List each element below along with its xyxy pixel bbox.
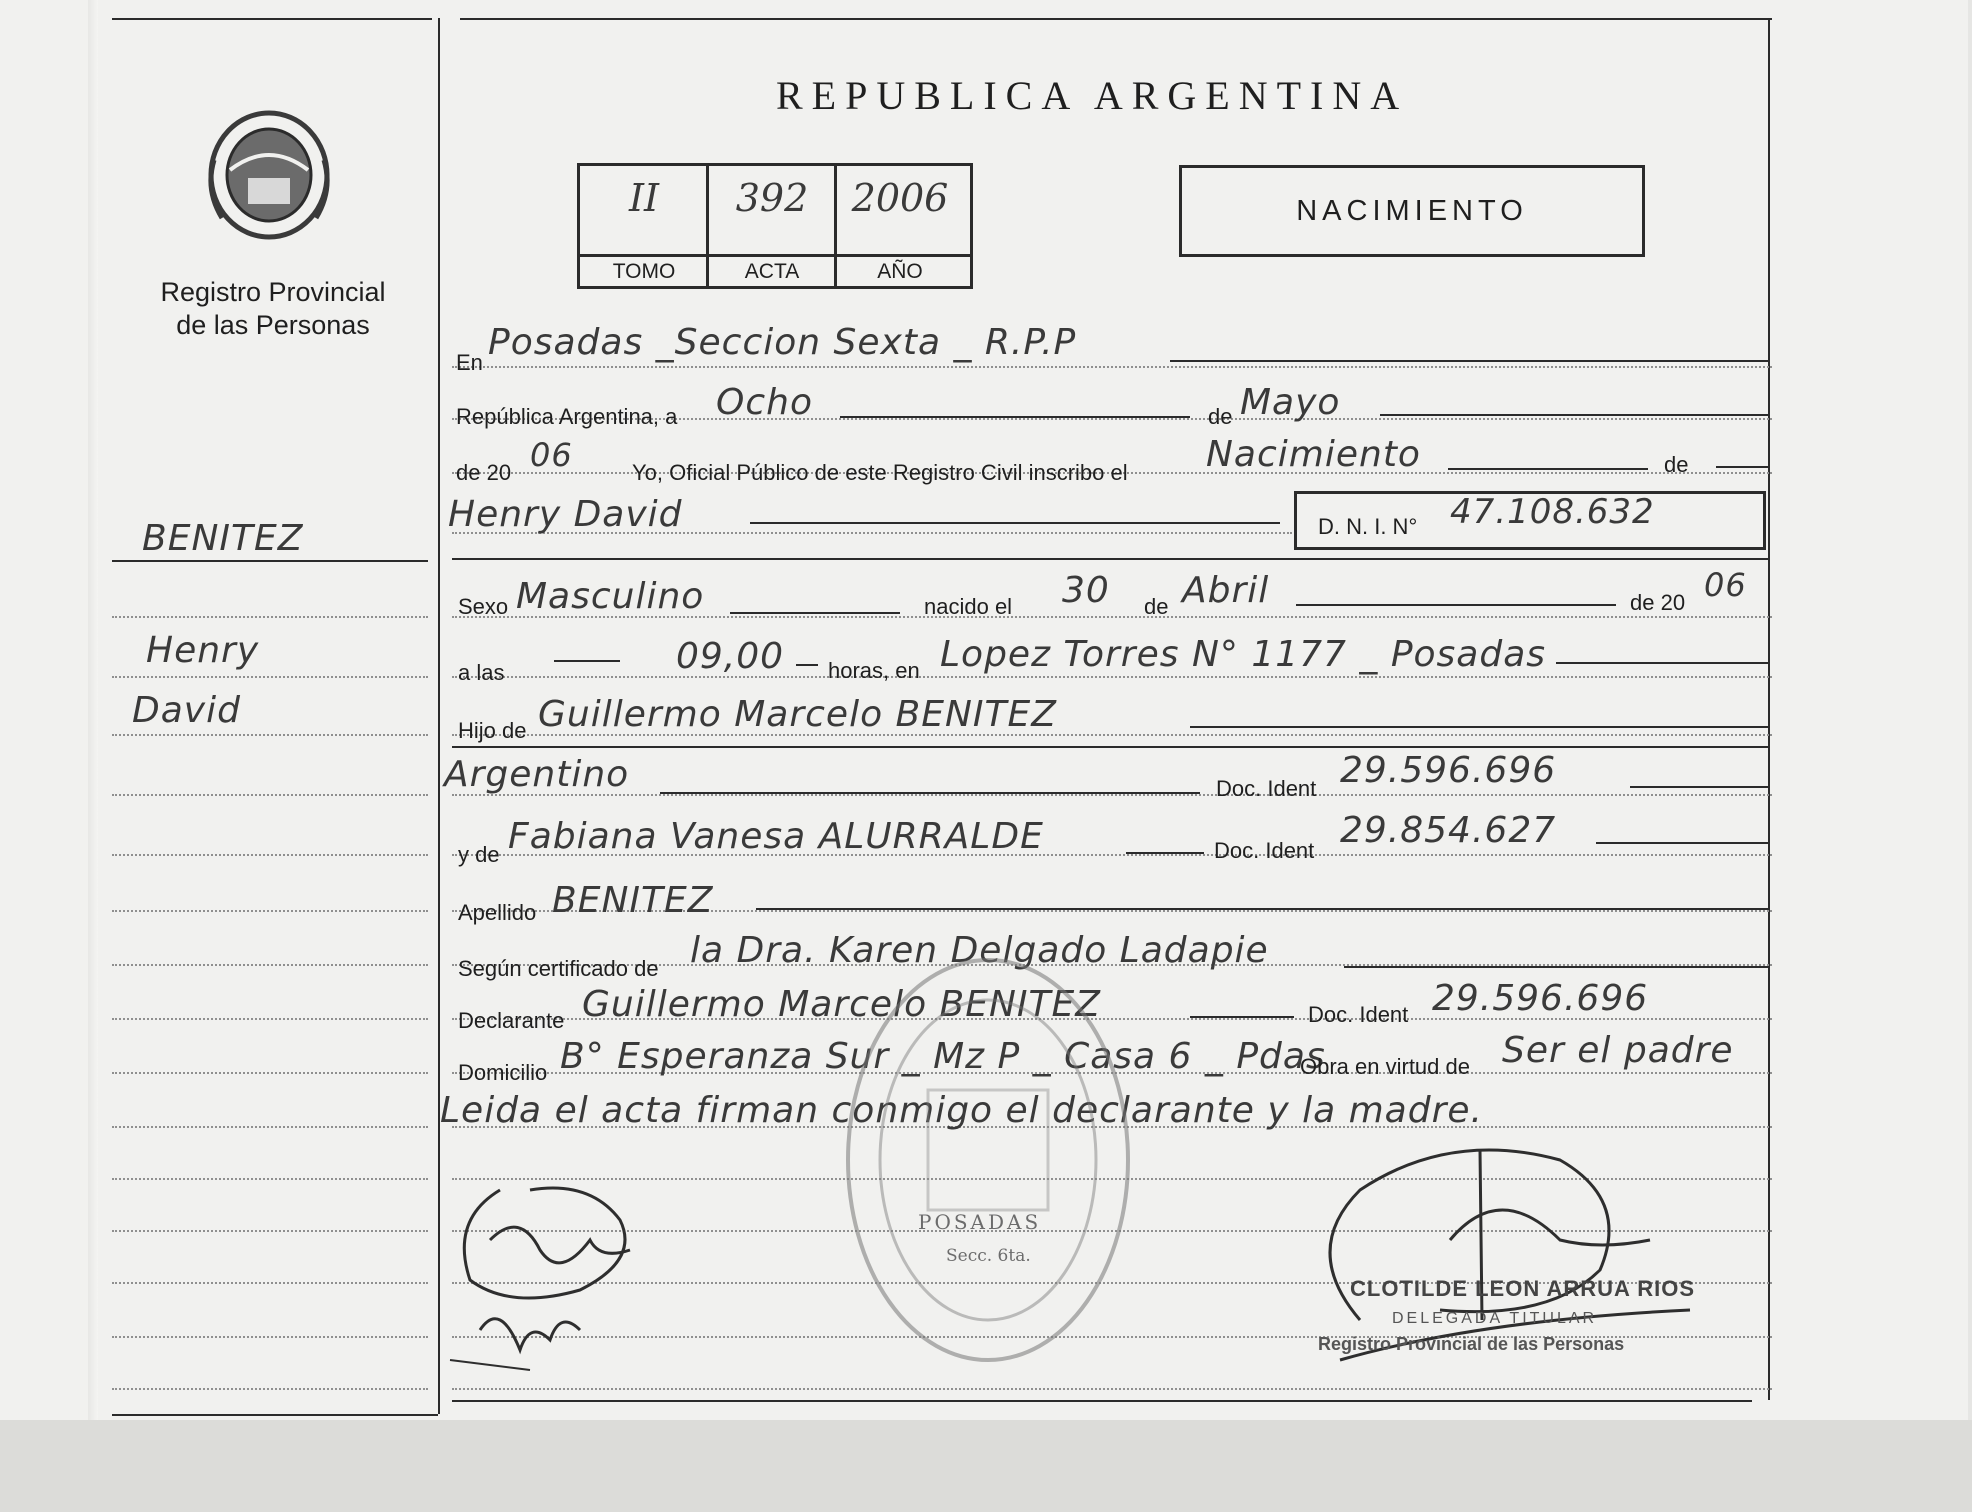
- address-value: B° Esperanza Sur _ Mz P _ Casa 6 _ Pdas: [560, 1036, 1326, 1077]
- margin-dotted-line: [112, 854, 428, 856]
- record-type-box: NACIMIENTO: [1179, 165, 1645, 257]
- fill-rule: [554, 660, 620, 662]
- fill-rule: [1344, 966, 1770, 968]
- mother-value: Fabiana Vanesa ALURRALDE: [508, 816, 1044, 857]
- segun-label: Según certificado de: [458, 956, 659, 981]
- declarante-label: Declarante: [458, 1008, 565, 1033]
- margin-dotted-line: [112, 616, 428, 618]
- right-border: [1768, 18, 1770, 1400]
- margin-dotted-line: [112, 964, 428, 966]
- act-kind-value: Nacimiento: [1206, 434, 1421, 475]
- anio-value: 2006: [851, 176, 949, 220]
- form-dotted-line: [452, 676, 1772, 678]
- margin-dotted-line: [112, 1018, 428, 1020]
- form-dotted-line: [452, 366, 1772, 368]
- bottom-rule-right: [452, 1400, 1752, 1402]
- tomo-label: TOMO: [612, 260, 676, 283]
- declarant-doc-value: 29.596.696: [1432, 978, 1649, 1019]
- margin-dotted-line: [112, 1126, 428, 1128]
- father-value: Guillermo Marcelo BENITEZ: [538, 694, 1057, 735]
- record-number-box: [577, 163, 973, 289]
- form-dotted-line: [452, 1388, 1772, 1390]
- margin-dotted-line: [112, 676, 428, 678]
- margin-surname: BENITEZ: [142, 518, 304, 559]
- birth-month-value: Abril: [1182, 570, 1270, 611]
- fill-rule: [756, 908, 1770, 910]
- margin-first-name: Henry: [146, 630, 260, 671]
- de-label-2: de: [1664, 452, 1689, 477]
- birth-day-value: 30: [1062, 570, 1110, 611]
- acta-label: ACTA: [744, 260, 800, 283]
- dni-value: 47.108.632: [1450, 492, 1655, 532]
- seal-city: POSADAS: [918, 1210, 1042, 1234]
- domicilio-label: Domicilio: [458, 1060, 548, 1085]
- fill-rule: [1630, 786, 1770, 788]
- fill-rule: [1170, 360, 1770, 362]
- name-rule: [452, 558, 1768, 560]
- margin-dotted-line: [112, 1072, 428, 1074]
- form-dotted-line: [452, 794, 1772, 796]
- top-rule-left: [112, 18, 432, 20]
- birth-place-value: Lopez Torres N° 1177 _ Posadas: [940, 634, 1547, 675]
- fill-rule: [1296, 604, 1616, 606]
- fill-rule: [1596, 842, 1770, 844]
- declarant-value: Guillermo Marcelo BENITEZ: [582, 984, 1101, 1025]
- birth-year-value: 06: [1704, 566, 1747, 604]
- margin-dotted-line: [112, 1230, 428, 1232]
- obra-value: Ser el padre: [1502, 1030, 1734, 1071]
- seal-section: Secc. 6ta.: [946, 1246, 1031, 1266]
- certifier-value: la Dra. Karen Delgado Ladapie: [690, 930, 1269, 971]
- de-label-3: de: [1144, 594, 1169, 619]
- surname-value: BENITEZ: [552, 880, 714, 921]
- acta-value: 392: [735, 176, 809, 220]
- fill-rule: [1556, 662, 1770, 664]
- margin-dotted-line: [112, 1282, 428, 1284]
- fill-rule: [1190, 1016, 1294, 1018]
- declarant-signature-icon: [440, 1150, 660, 1380]
- desk-edge: [0, 1420, 1972, 1512]
- en-label: En: [456, 350, 483, 375]
- de20-label: de 20: [456, 460, 512, 485]
- margin-dotted-line: [112, 1388, 428, 1390]
- registry-line-1: Registro Provincial: [160, 277, 386, 307]
- fill-rule: [1380, 414, 1770, 416]
- doc-label-2: Doc. Ident: [1214, 838, 1315, 863]
- anio-label: AÑO: [877, 260, 923, 283]
- margin-second-name: David: [132, 690, 241, 731]
- fill-rule: [1448, 468, 1648, 470]
- closing-text: Leida el acta firman conmigo el declarante y la madre.: [440, 1090, 1483, 1131]
- apellido-label: Apellido: [458, 900, 537, 925]
- registry-name: [118, 276, 428, 342]
- official-title-stamp: DELEGADA TITULAR: [1392, 1310, 1598, 1327]
- margin-dotted-line: [112, 734, 428, 736]
- dni-label: D. N. I. N°: [1318, 514, 1418, 539]
- province-emblem-icon: [200, 100, 338, 250]
- parents-rule: [452, 746, 1768, 748]
- doc-label: Doc. Ident: [1216, 776, 1317, 801]
- fill-rule: [1126, 852, 1204, 854]
- page-title: REPUBLICA ARGENTINA: [776, 73, 1409, 118]
- republica-label: República Argentina, a: [456, 404, 678, 429]
- nacido-label: nacido el: [924, 594, 1013, 619]
- father-nationality: Argentino: [444, 754, 630, 795]
- margin-dotted-line: [112, 1336, 428, 1338]
- yde-label: y de: [458, 842, 500, 867]
- fill-rule: [660, 792, 1200, 794]
- fill-rule: [750, 522, 1280, 524]
- oficial-label: Yo, Oficial Público de este Registro Civil inscribo el: [632, 460, 1128, 485]
- alas-label: a las: [458, 660, 505, 685]
- bottom-rule-left: [112, 1414, 438, 1416]
- page-fold: [88, 0, 98, 1420]
- place-value: Posadas _Seccion Sexta _ R.P.P: [488, 322, 1077, 363]
- margin-dotted-line: [112, 1178, 428, 1180]
- time-value: 09,00: [676, 636, 785, 677]
- year-value: 06: [530, 436, 573, 474]
- de20-label-2: de 20: [1630, 590, 1686, 615]
- sex-value: Masculino: [516, 576, 705, 617]
- fill-rule: [1716, 466, 1770, 468]
- fill-rule: [730, 612, 900, 614]
- mother-doc-value: 29.854.627: [1340, 810, 1557, 851]
- fill-rule: [796, 664, 818, 666]
- official-org-stamp: Registro Provincial de las Personas: [1318, 1334, 1625, 1354]
- doc-label-3: Doc. Ident: [1308, 1002, 1409, 1027]
- hijo-label: Hijo de: [458, 718, 527, 743]
- round-seal-icon: [838, 950, 1138, 1370]
- father-doc-value: 29.596.696: [1340, 750, 1557, 791]
- registry-line-2: de las Personas: [176, 310, 370, 340]
- top-rule-right: [460, 18, 1772, 20]
- margin-surname-rule: [112, 560, 428, 562]
- margin-dotted-line: [112, 910, 428, 912]
- month-value: Mayo: [1240, 382, 1341, 423]
- margin-dotted-line: [112, 794, 428, 796]
- day-value: Ocho: [716, 382, 813, 423]
- obra-label: Obra en virtud de: [1300, 1054, 1470, 1079]
- tomo-value: II: [628, 176, 660, 220]
- fill-rule: [1190, 726, 1770, 728]
- horas-label: horas, en: [828, 658, 920, 683]
- child-name-value: Henry David: [448, 494, 683, 535]
- official-name-stamp: CLOTILDE LEON ARRUA RIOS: [1350, 1276, 1696, 1301]
- fill-rule: [840, 416, 1190, 418]
- de-label: de: [1208, 404, 1233, 429]
- sexo-label: Sexo: [458, 594, 509, 619]
